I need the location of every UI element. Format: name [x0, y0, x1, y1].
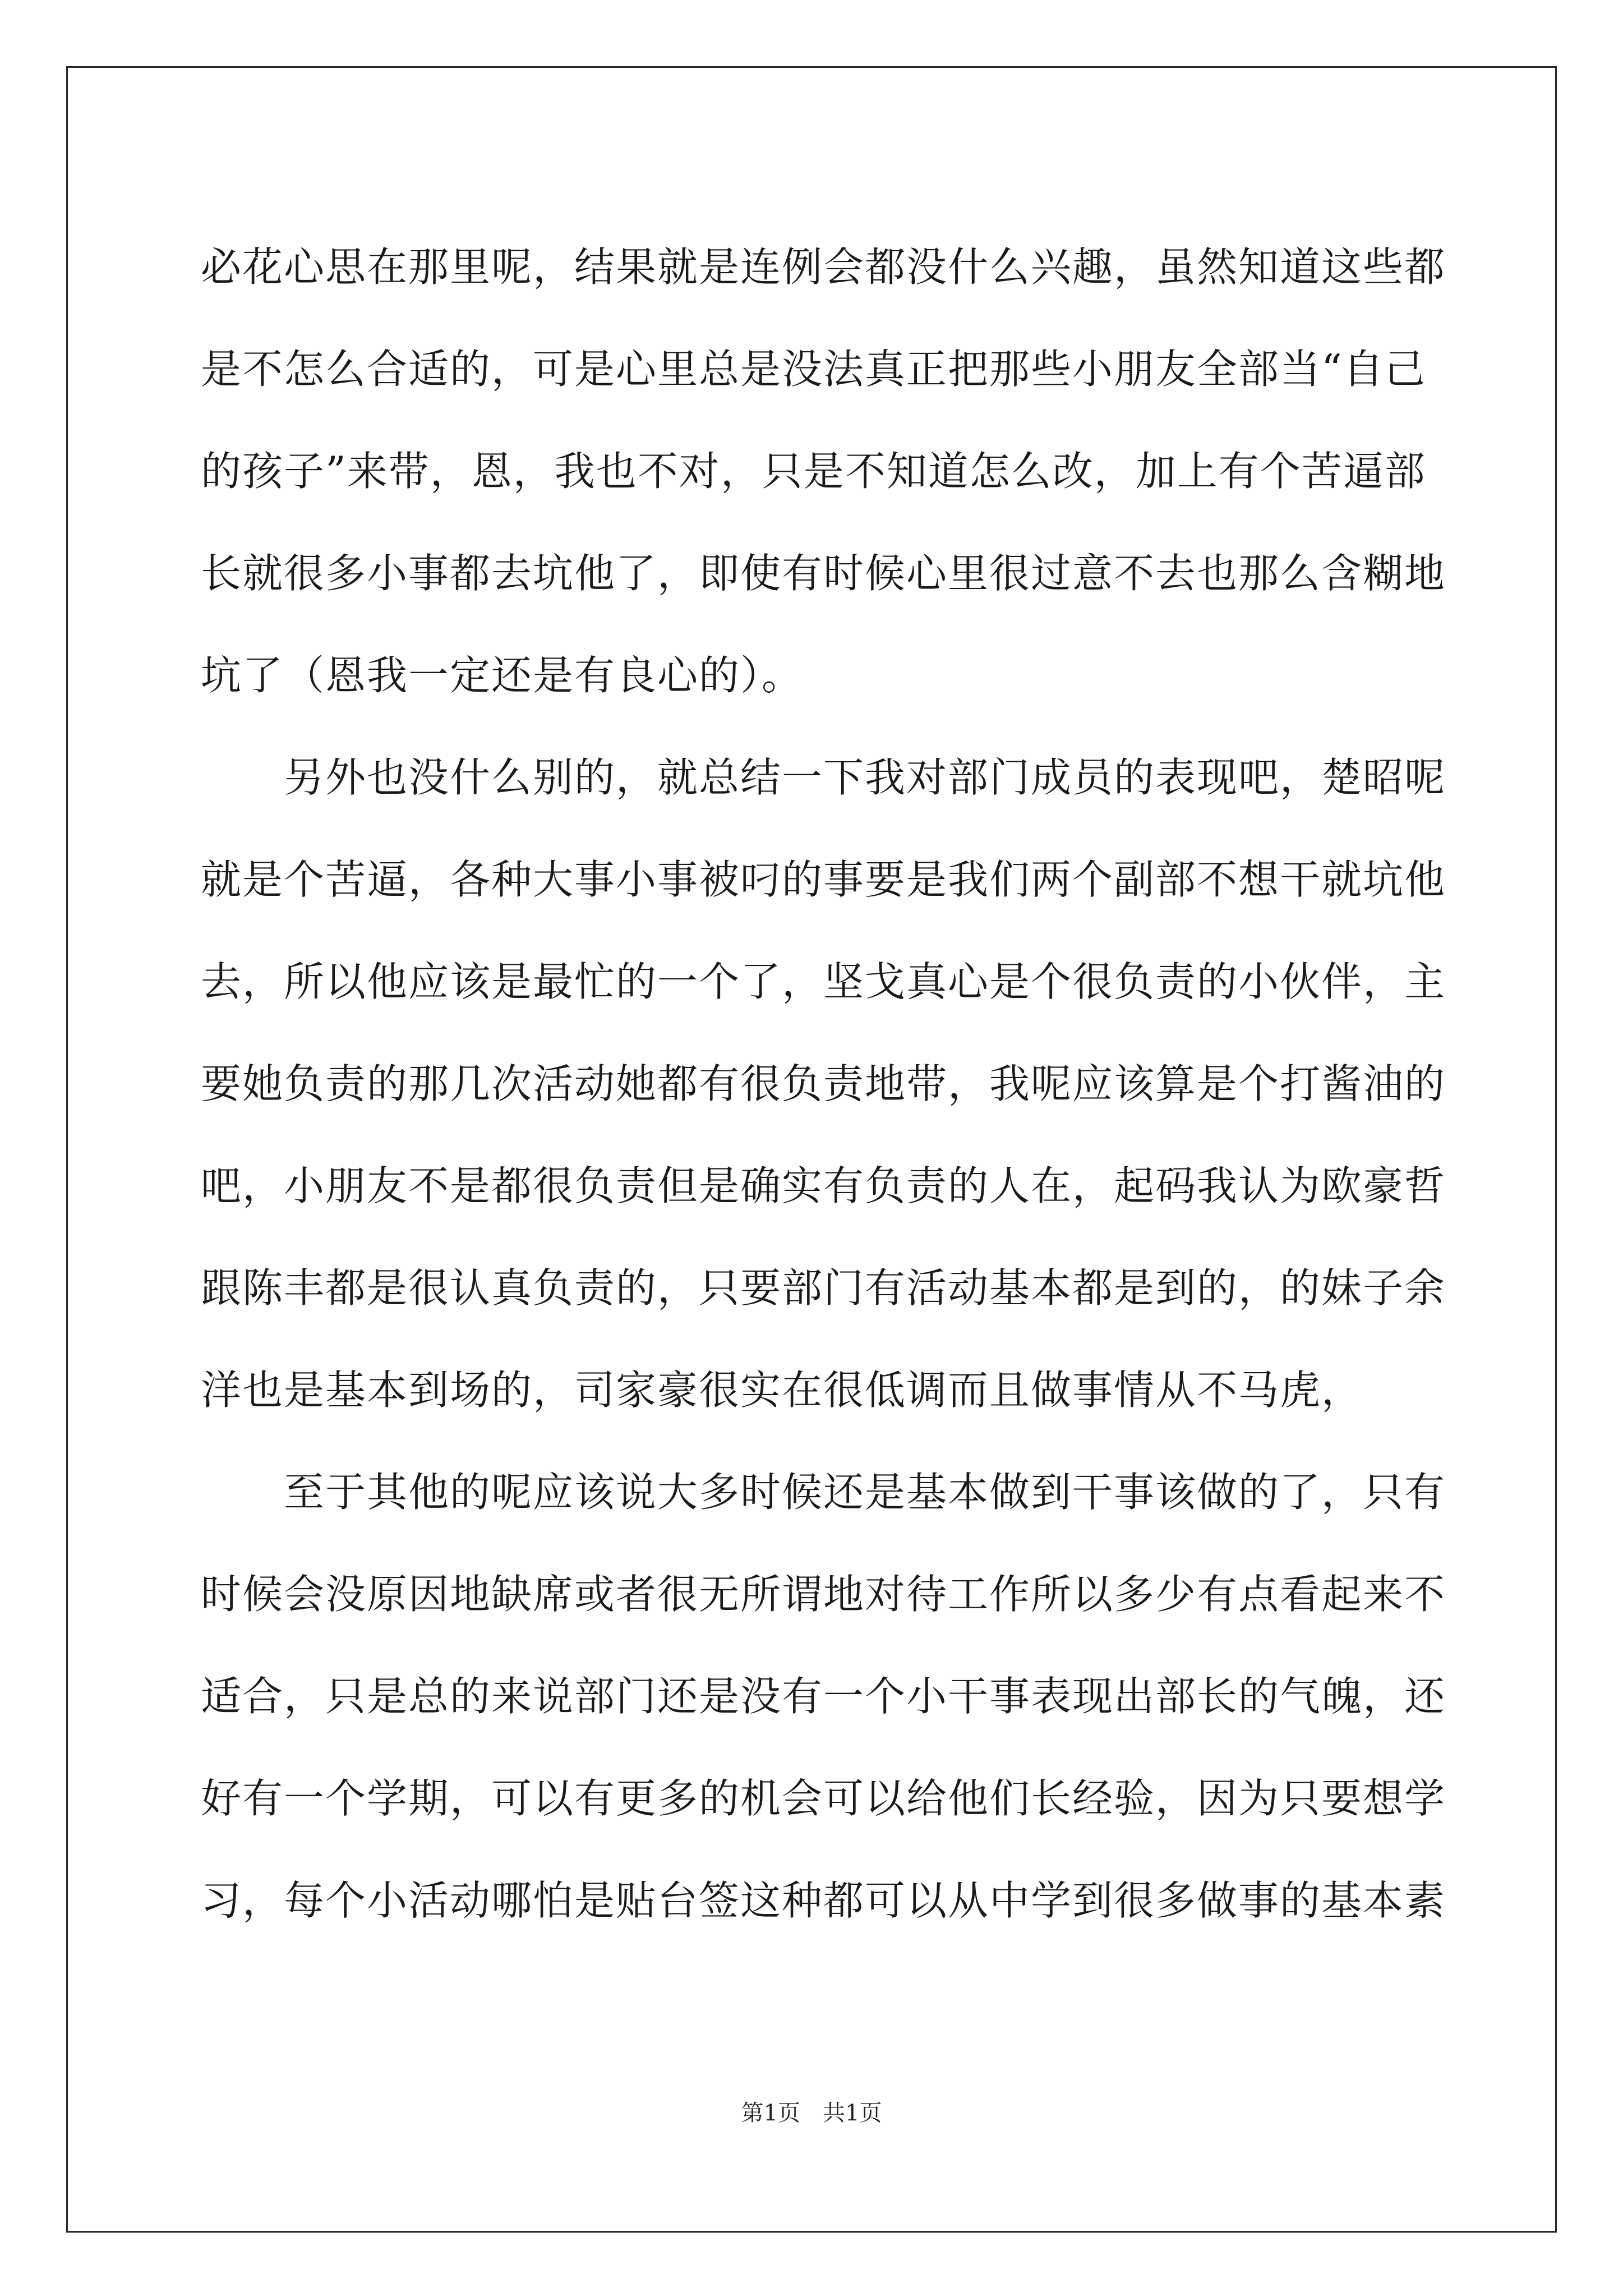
text-line: 是不怎么合适的，可是心里总是没法真正把那些小朋友全部当“自己	[201, 346, 1426, 393]
text-line: 习，每个小活动哪怕是贴台签这种都可以从中学到很多做事的基本素	[201, 1877, 1446, 1924]
text-line: 适合，只是总的来说部门还是没有一个小干事表现出部长的气魄，还	[201, 1673, 1446, 1720]
text-line: 跟陈丰都是很认真负责的，只要部门有活动基本都是到的，的妹子余	[201, 1264, 1446, 1312]
text-line: 坑了（恩我一定还是有良心的）。	[201, 652, 804, 699]
page-footer	[0, 2095, 1623, 2127]
text-line: 就是个苦逼，各种大事小事被叼的事要是我们两个副部不想干就坑他	[201, 856, 1446, 903]
text-line: 洋也是基本到场的，司家豪很实在很低调而且做事情从不马虎，	[201, 1366, 1363, 1414]
text-line: 必花心思在那里呢，结果就是连例会都没什么兴趣，虽然知道这些都	[201, 243, 1446, 291]
text-line: 吧，小朋友不是都很负责但是确实有负责的人在，起码我认为欧豪哲	[201, 1162, 1446, 1209]
page-number-label: 第1页 共1页	[741, 2100, 882, 2126]
text-line: 要她负责的那几次活动她都有很负责地带，我呢应该算是个打酱油的	[201, 1060, 1446, 1107]
text-line: 时候会没原因地缺席或者很无所谓地对待工作所以多少有点看起来不	[201, 1571, 1446, 1618]
text-line: 去，所以他应该是最忙的一个了，坚戈真心是个很负责的小伙伴，主	[201, 958, 1446, 1005]
text-line: 至于其他的呢应该说大多时候还是基本做到干事该做的了，只有	[201, 1469, 1446, 1516]
text-line: 另外也没什么别的，就总结一下我对部门成员的表现吧，楚昭呢	[201, 754, 1446, 801]
text-line: 长就很多小事都去坑他了，即使有时候心里很过意不去也那么含糊地	[201, 550, 1446, 597]
text-line: 的孩子”来带，恩，我也不对，只是不知道怎么改，加上有个苦逼部	[201, 448, 1426, 495]
document-body	[201, 216, 1446, 1952]
text-line: 好有一个学期，可以有更多的机会可以给他们长经验，因为只要想学	[201, 1775, 1446, 1822]
